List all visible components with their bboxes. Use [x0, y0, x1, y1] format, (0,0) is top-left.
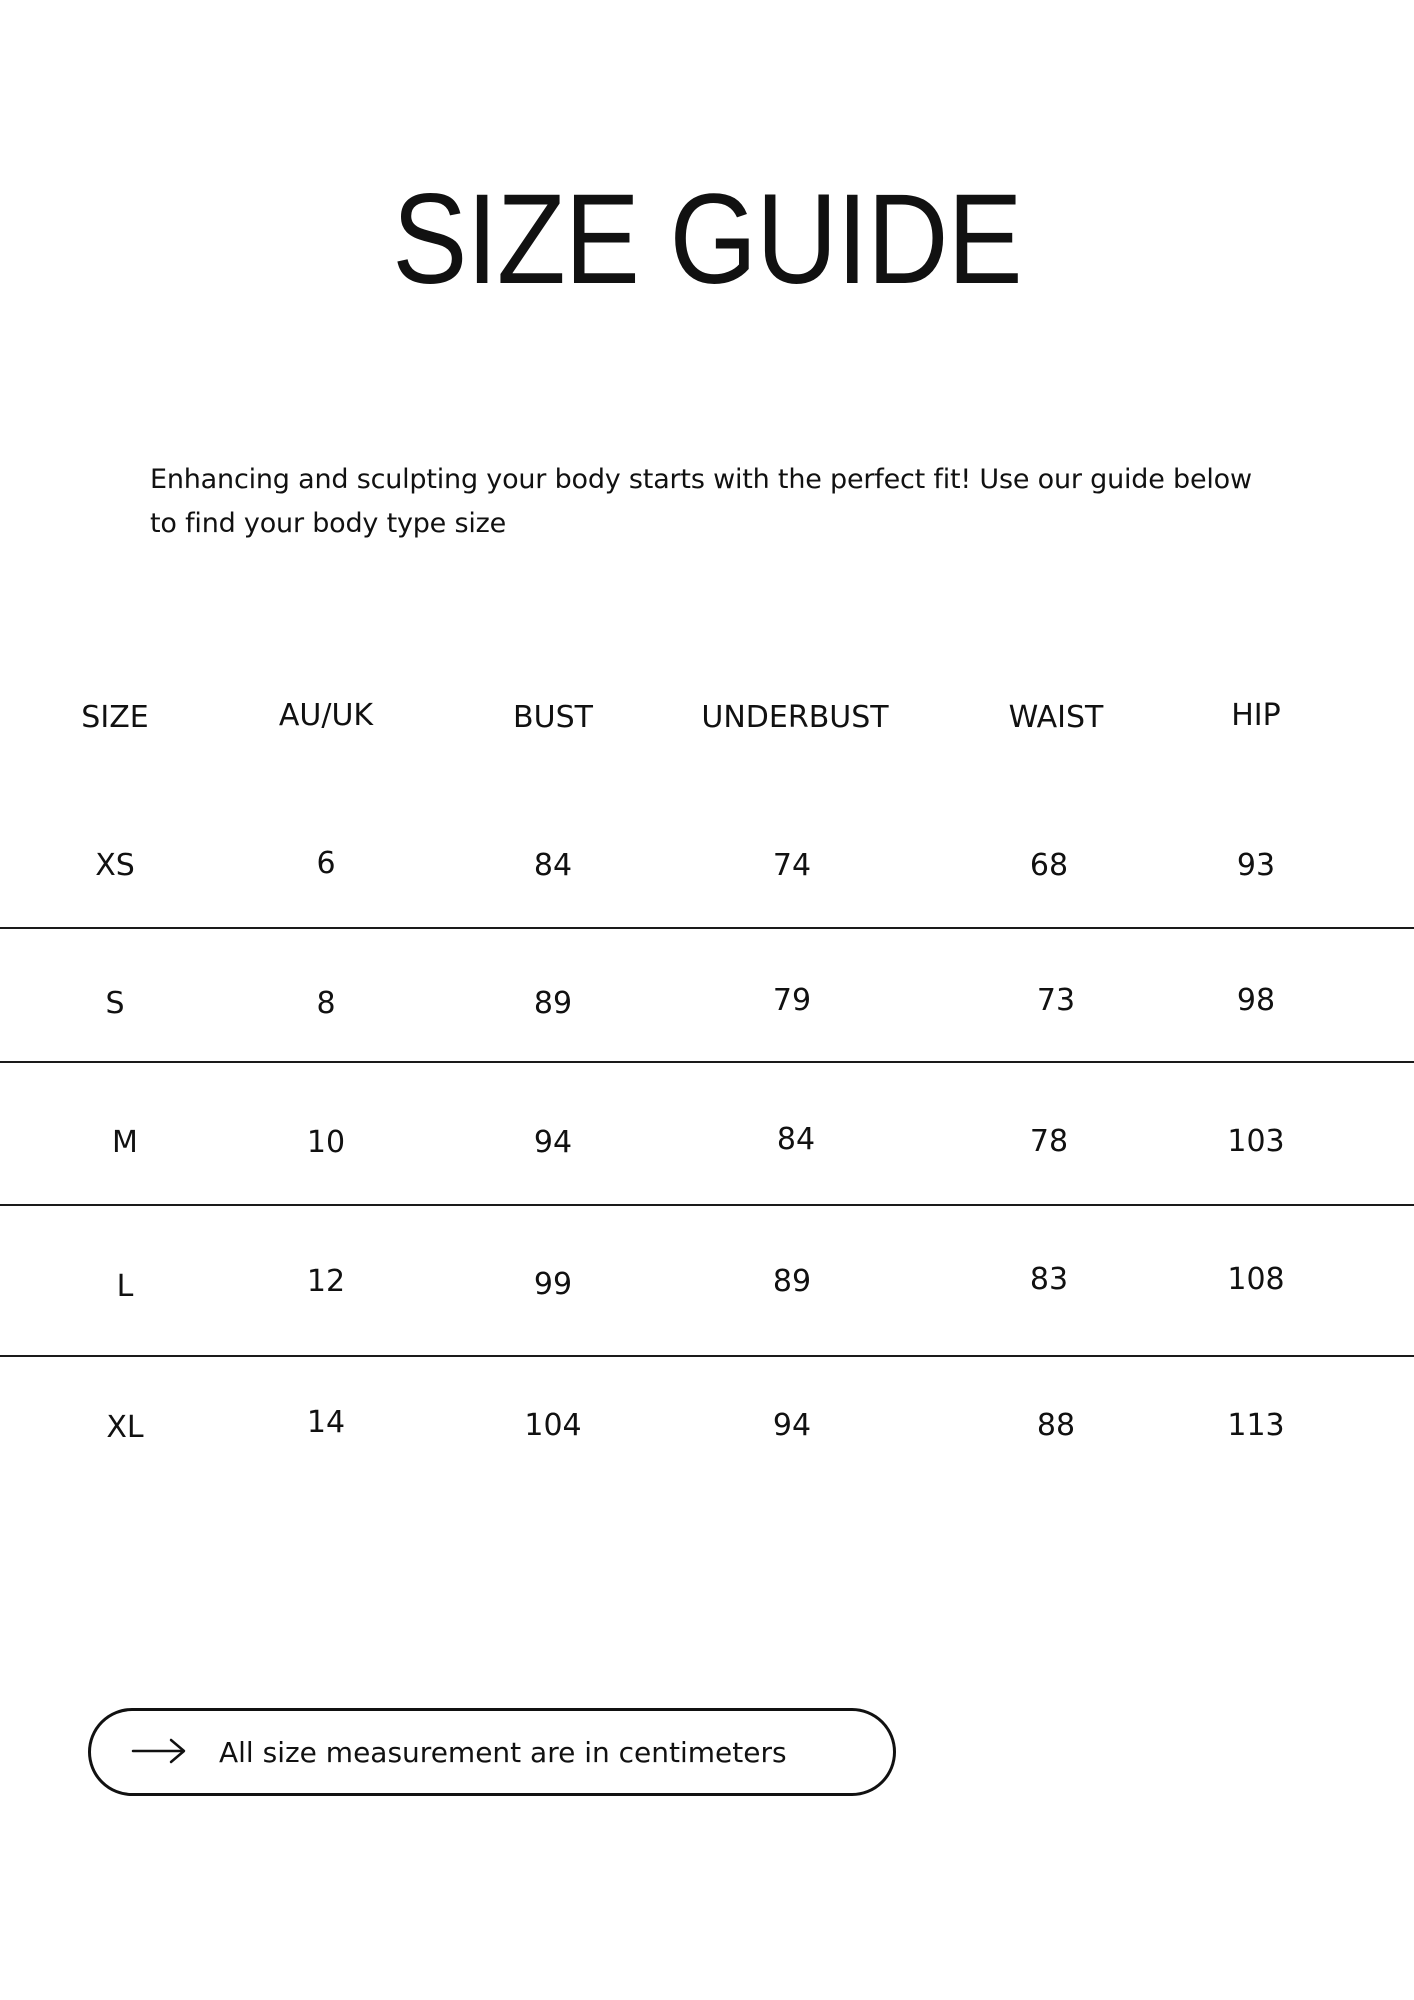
table-cell: 104 — [524, 1408, 582, 1443]
table-cell: 14 — [306, 1405, 346, 1440]
table-cell: 10 — [306, 1125, 346, 1160]
table-cell: 89 — [772, 1264, 812, 1299]
table-cell: 6 — [316, 846, 336, 881]
column-header-bust: BUST — [513, 700, 593, 735]
table-cell: 94 — [533, 1125, 573, 1160]
table-cell: 98 — [1236, 983, 1276, 1018]
table-cell: 108 — [1227, 1262, 1285, 1297]
table-cell: 78 — [1029, 1124, 1069, 1159]
table-cell: 99 — [533, 1267, 573, 1302]
table-cell: XL — [106, 1410, 144, 1445]
table-cell: 8 — [316, 986, 336, 1021]
column-header-underbust: UNDERBUST — [701, 700, 889, 735]
table-cell: 93 — [1236, 848, 1276, 883]
table-cell: 79 — [772, 983, 812, 1018]
table-cell: 89 — [533, 986, 573, 1021]
table-cell: 68 — [1029, 848, 1069, 883]
table-cell: 83 — [1029, 1262, 1069, 1297]
row-divider — [0, 1204, 1414, 1206]
column-header-waist: WAIST — [1008, 700, 1104, 735]
row-divider — [0, 1061, 1414, 1063]
intro-text: Enhancing and sculpting your body starts with the perfect fit! Use our guide below to find your body type size — [150, 464, 1252, 539]
column-header-hip: HIP — [1231, 698, 1281, 733]
measurement-note-text: All size measurement are in centimeters — [219, 1736, 787, 1769]
table-cell: XS — [95, 848, 135, 883]
table-cell: 103 — [1227, 1124, 1285, 1159]
measurement-note — [88, 1708, 896, 1796]
table-cell: S — [105, 986, 125, 1021]
table-cell: 94 — [772, 1408, 812, 1443]
arrow-right-icon — [131, 1735, 187, 1767]
table-cell: 73 — [1036, 983, 1076, 1018]
table-cell: 84 — [533, 848, 573, 883]
column-header-au-uk: AU/UK — [278, 698, 374, 733]
column-header-size: SIZE — [81, 700, 149, 735]
table-cell: 74 — [772, 848, 812, 883]
table-cell: 84 — [776, 1122, 816, 1157]
table-cell: 12 — [306, 1264, 346, 1299]
page-title: SIZE GUIDE — [392, 168, 1022, 311]
table-cell: 113 — [1227, 1408, 1285, 1443]
table-cell: M — [112, 1125, 138, 1160]
row-divider — [0, 1355, 1414, 1357]
row-divider — [0, 927, 1414, 929]
table-cell: L — [116, 1269, 134, 1304]
table-cell: 88 — [1036, 1408, 1076, 1443]
